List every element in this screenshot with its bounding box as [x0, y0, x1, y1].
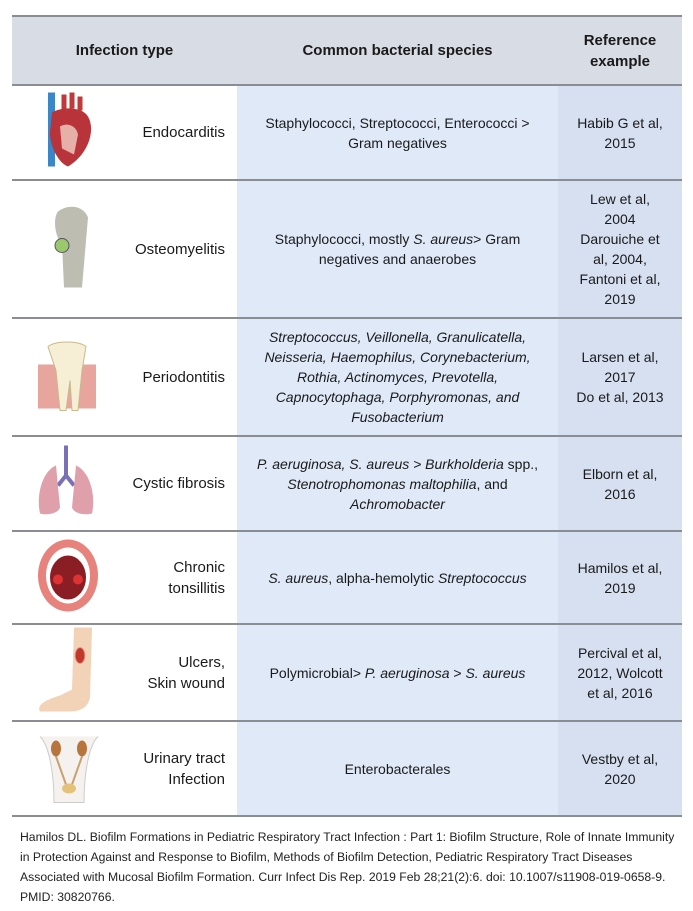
table-row: [12, 532, 682, 625]
infection-type-label: [142, 319, 225, 435]
reference-line: et al, 2016: [587, 684, 653, 701]
species-text: Staphylococci, Streptococci, Enterococci > Gram negatives: [265, 114, 530, 151]
tooth-icon: [34, 335, 104, 420]
infection-type-label: [143, 722, 225, 815]
reference-line: al, 2004,: [593, 251, 647, 267]
bacterial-species-cell: [237, 86, 558, 179]
bone-icon: [34, 202, 104, 297]
reference-line: Do et al, 2013: [576, 389, 664, 405]
infection-type-cell: [12, 86, 237, 179]
species-text: P. aeruginosa: [364, 664, 450, 681]
citation: Hamilos DL. Biofilm Formations in Pediatric Respiratory Tract Infection : Part 1: Biofilm Structure, Role of Innate Immunity in Protection Against and Response to Biofilm, Methods of Biofilm Detection, Pediatric Respiratory Tract Diseases Associated with Mucosal Biofilm Formation. Curr Infect Dis Rep. 2019 Feb 28;21(2):6. doi: 10.1007/s11908-019-0658-9. PMID: 30820766.: [20, 830, 675, 904]
reference-line: Lew et al,: [590, 191, 650, 207]
reference-cell: [558, 625, 682, 720]
reference-line: Vestby et al,: [581, 750, 659, 767]
infection-type-label: [132, 437, 225, 530]
type-line: Periodontitis: [142, 368, 225, 386]
type-line: Osteomyelitis: [134, 240, 225, 258]
species-text: Polymicrobial>: [269, 664, 365, 681]
type-line: Chronic: [173, 558, 225, 576]
reference-line: 2019: [604, 579, 636, 596]
species-text: >: [449, 664, 466, 681]
type-line: Skin wound: [147, 674, 225, 692]
infection-type-label: [135, 181, 225, 317]
infection-type-label: [147, 625, 225, 720]
reference-line: 2017: [604, 369, 636, 385]
reference-line: Darouiche et: [580, 231, 660, 247]
reference-line: Hamilos et al,: [577, 559, 663, 576]
species-text: Enterobacterales: [344, 760, 451, 777]
species-text: Streptococcus: [437, 569, 527, 586]
reference-cell: [558, 437, 682, 530]
infection-table: [12, 15, 682, 817]
table-row: [12, 319, 682, 437]
species-text: , and: [476, 475, 508, 492]
bacterial-species-cell: [237, 181, 558, 317]
reference-cell: [558, 181, 682, 317]
reference-line: Habib G et al,: [577, 114, 663, 131]
reference-line: 2004: [604, 211, 636, 227]
header-infection-type: Infection type: [75, 42, 174, 59]
bacterial-species-cell: [237, 532, 558, 623]
table-row: [12, 437, 682, 532]
species-text: S. aureus: [268, 569, 329, 586]
bacterial-species-cell: [237, 722, 558, 815]
species-text: Stenotrophomonas maltophilia: [287, 475, 477, 492]
infection-type-cell: [12, 437, 237, 530]
infection-type-cell: [12, 532, 237, 623]
reference-line: 2012, Wolcott: [577, 664, 663, 681]
reference-line: Larsen et al,: [581, 349, 659, 365]
header-reference: Reference example: [583, 31, 657, 70]
species-text: S. aureus: [413, 231, 474, 247]
reference-line: Fantoni et al,: [579, 271, 661, 287]
table-row: [12, 181, 682, 319]
infection-type-label: [168, 532, 225, 623]
lungs-icon: [34, 441, 104, 526]
mouth-icon: [34, 535, 104, 620]
infection-type-label: [142, 86, 225, 179]
bacterial-species-cell: [237, 319, 558, 435]
table-row: [12, 86, 682, 181]
species-text: S. aureus: [465, 664, 526, 681]
species-text: > Gram negatives and anaerobes: [318, 231, 521, 267]
species-text: spp.,: [503, 455, 539, 472]
bacterial-species-cell: [237, 437, 558, 530]
bacterial-species-cell: [237, 625, 558, 720]
species-text: Achromobacter: [350, 495, 445, 512]
infection-type-cell: [12, 625, 237, 720]
reference-line: Elborn et al,: [582, 465, 658, 482]
reference-cell: [558, 319, 682, 435]
infection-type-cell: [12, 722, 237, 815]
species-text: P. aeruginosa, S. aureus > Burkholderia: [256, 455, 504, 472]
heart-icon: [34, 90, 104, 175]
type-line: Urinary tract: [143, 749, 225, 767]
species-text: Staphylococci, mostly: [274, 231, 414, 247]
reference-cell: [558, 86, 682, 179]
infection-type-cell: [12, 319, 237, 435]
reference-line: 2015: [604, 134, 636, 151]
species-text: , alpha-hemolytic: [328, 569, 438, 586]
urinary-tract-icon: [34, 726, 104, 811]
type-line: Infection: [168, 770, 225, 788]
type-line: tonsillitis: [168, 579, 225, 597]
type-line: Cystic fibrosis: [132, 475, 225, 492]
reference-line: 2019: [604, 291, 636, 307]
species-text: Streptococcus, Veillonella, Granulicatella, Neisseria, Haemophilus, Corynebacterium, Rothia, Actinomyces, Prevotella, Capnocytophaga, Porphyromonas, and Fusobacterium: [264, 329, 531, 425]
type-line: Ulcers,: [178, 653, 225, 671]
infection-type-cell: [12, 181, 237, 317]
table-header: [12, 15, 682, 86]
header-bacterial-species: Common bacterial species: [302, 42, 493, 59]
leg-wound-icon: [34, 625, 104, 720]
reference-cell: [558, 532, 682, 623]
reference-line: 2020: [604, 770, 636, 787]
type-line: Endocarditis: [142, 124, 225, 141]
reference-cell: [558, 722, 682, 815]
table-row: [12, 625, 682, 722]
reference-line: 2016: [604, 485, 636, 502]
table-row: [12, 722, 682, 817]
reference-line: Percival et al,: [577, 644, 663, 661]
